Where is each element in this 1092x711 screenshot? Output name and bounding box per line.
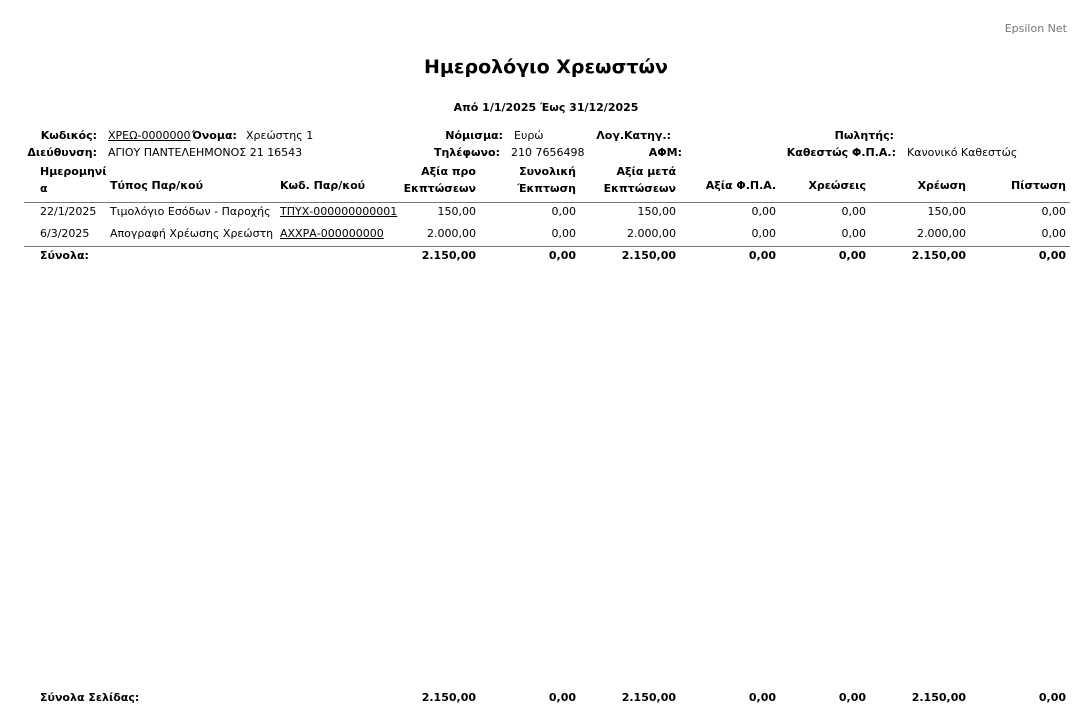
page-totals-discount: 0,00 — [548, 691, 576, 704]
page-totals-debit: 2.150,00 — [911, 691, 966, 704]
totals-label: Σύνολα: — [40, 249, 89, 262]
row-type: Τιμολόγιο Εσόδων - Παροχής — [110, 205, 271, 218]
vat-status-value: Κανονικό Καθεστώς — [907, 146, 1018, 159]
row-value-after: 150,00 — [637, 205, 676, 218]
col-credit-header: Πίστωση — [1010, 179, 1066, 192]
col-code-header: Κωδ. Παρ/κού — [280, 179, 366, 192]
row-discount: 0,00 — [551, 205, 576, 218]
col-value-after-header: Αξία μετά Εκπτώσεων — [603, 165, 676, 195]
col-value-before-header: Αξία προ Εκπτώσεων — [403, 165, 476, 195]
row-discount: 0,00 — [551, 227, 576, 240]
row-code-link[interactable]: ΤΠΥΧ-000000000001 — [280, 205, 398, 218]
phone-label: Τηλέφωνο: — [433, 146, 500, 159]
name-value: Χρεώστης 1 — [246, 129, 314, 142]
page-totals-vat: 0,00 — [748, 691, 776, 704]
row-type: Απογραφή Χρέωσης Χρεώστη — [110, 227, 274, 240]
totals-divider — [24, 246, 1070, 247]
currency-value: Ευρώ — [514, 129, 544, 142]
totals-charges: 0,00 — [838, 249, 866, 262]
totals-value-after: 2.150,00 — [621, 249, 676, 262]
totals-discount: 0,00 — [548, 249, 576, 262]
col-type-header: Τύπος Παρ/κού — [110, 179, 203, 192]
totals-debit: 2.150,00 — [911, 249, 966, 262]
page-totals-charges: 0,00 — [838, 691, 866, 704]
col-vat-header: Αξία Φ.Π.Α. — [705, 179, 776, 192]
row-date: 22/1/2025 — [40, 205, 97, 218]
row-value-before: 2.000,00 — [427, 227, 476, 240]
row-debit: 2.000,00 — [917, 227, 966, 240]
page-totals-credit: 0,00 — [1038, 691, 1066, 704]
row-charges: 0,00 — [841, 205, 866, 218]
phone-value: 210 7656498 — [511, 146, 585, 159]
totals-value-before: 2.150,00 — [421, 249, 476, 262]
category-label: Λογ.Κατηγ.: — [596, 129, 671, 142]
afm-label: ΑΦΜ: — [648, 146, 682, 159]
col-discount-header: Συνολική Έκπτωση — [517, 165, 576, 195]
row-value-before: 150,00 — [437, 205, 476, 218]
code-label: Κωδικός: — [40, 129, 97, 142]
address-value: ΑΓΙΟΥ ΠΑΝΤΕΛΕΗΜΟΝΟΣ 21 16543 — [108, 146, 303, 159]
seller-label: Πωλητής: — [834, 129, 894, 142]
totals-vat: 0,00 — [748, 249, 776, 262]
header-divider — [24, 202, 1070, 203]
row-code-link[interactable]: ΑΧΧΡΑ-000000000 — [280, 227, 384, 240]
name-label: Όνομα: — [192, 129, 237, 142]
row-value-after: 2.000,00 — [627, 227, 676, 240]
row-credit: 0,00 — [1041, 227, 1066, 240]
col-date-header: Ημερομηνί α — [40, 165, 107, 195]
report-period: Από 1/1/2025 Έως 31/12/2025 — [453, 101, 639, 114]
currency-label: Νόμισμα: — [445, 129, 503, 142]
row-date: 6/3/2025 — [40, 227, 90, 240]
col-charges-header: Χρεώσεις — [808, 179, 866, 192]
row-charges: 0,00 — [841, 227, 866, 240]
page-totals-label: Σύνολα Σελίδας: — [40, 691, 140, 704]
col-debit-header: Χρέωση — [917, 179, 966, 192]
address-label: Διεύθυνση: — [27, 146, 97, 159]
row-vat: 0,00 — [751, 205, 776, 218]
row-vat: 0,00 — [751, 227, 776, 240]
code-link[interactable]: ΧΡΕΩ-0000000 — [108, 129, 191, 142]
page-totals-value-after: 2.150,00 — [621, 691, 676, 704]
report-title: Ημερολόγιο Χρεωστών — [424, 56, 668, 78]
row-credit: 0,00 — [1041, 205, 1066, 218]
brand-label: Epsilon Net — [1004, 22, 1067, 35]
row-debit: 150,00 — [927, 205, 966, 218]
page-totals-value-before: 2.150,00 — [421, 691, 476, 704]
totals-credit: 0,00 — [1038, 249, 1066, 262]
vat-status-label: Καθεστώς Φ.Π.Α.: — [786, 146, 896, 159]
